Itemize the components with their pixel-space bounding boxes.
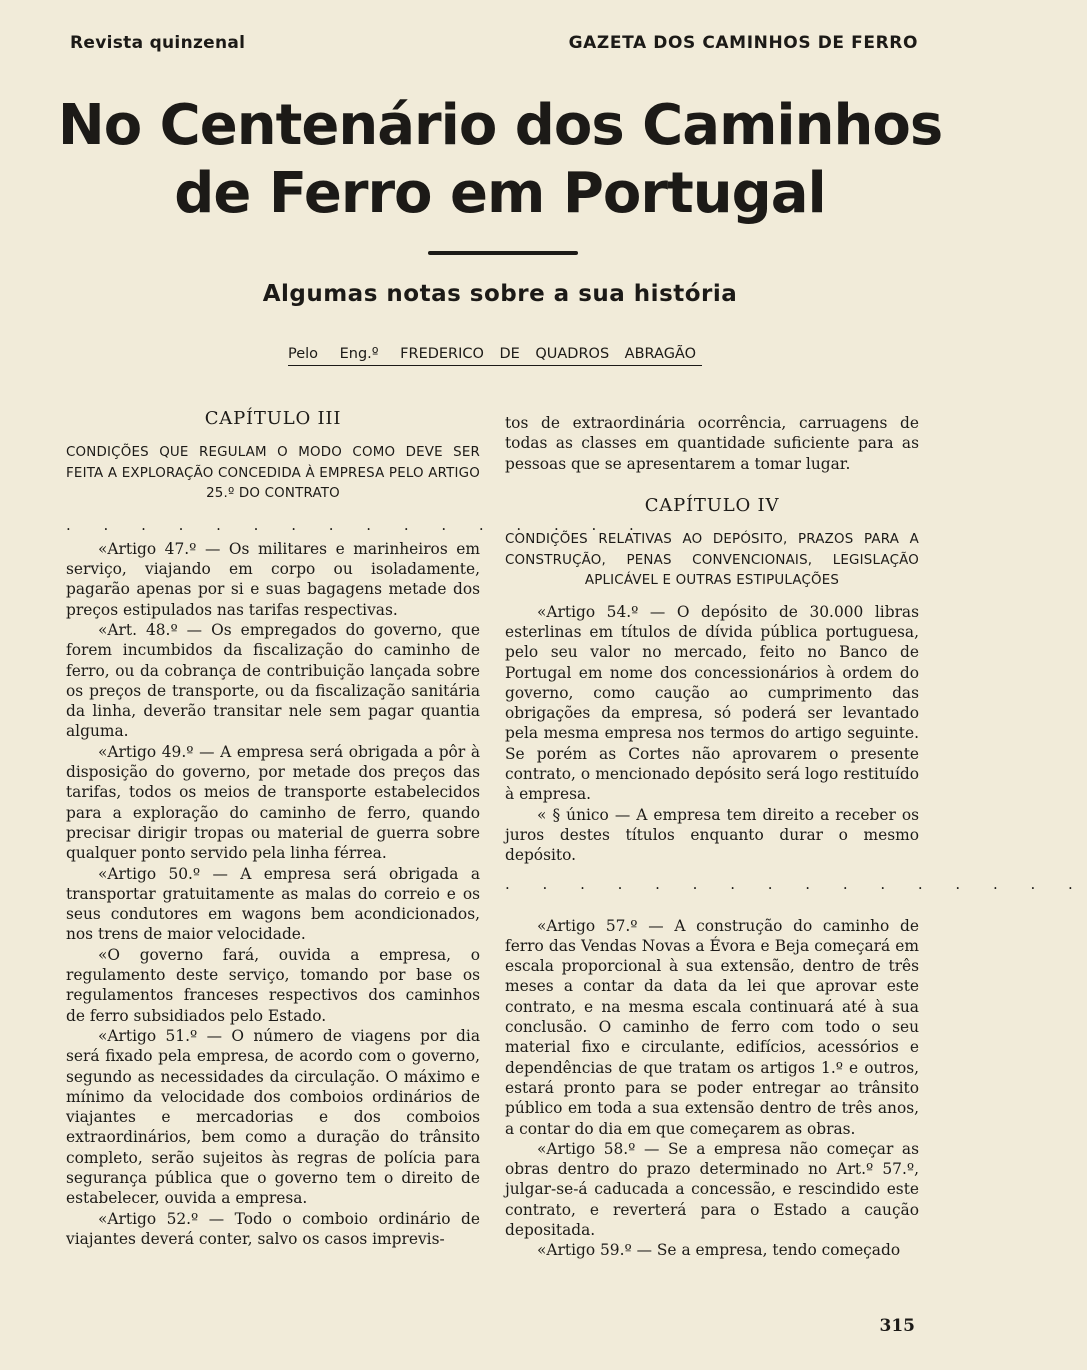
article-54-paragraph: «Artigo 54.º — O depósito de 30.000 libras esterlinas em títulos de dívida pública portuguesa, pelo seu valor no mercado, feito no Banco de Portugal em nome dos concessionários à ordem do governo, como caução ao cumprimento das obrigações da empresa, só poderá ser levantado pela mesma empresa nos termos do artigo seguinte. Se porém as Cortes não aprovarem o presente contrato, o mencionado depósito será logo restituído à empresa. xyxy=(505,602,919,804)
article-50-paragraph: «Artigo 50.º — A empresa será obrigada a transportar gratuitamente as malas do correio e os seus condutores em wagons bem acondicionados, nos trens de maior velocidade. xyxy=(66,864,480,944)
chapter-iii-subheading: CONDIÇÕES QUE REGULAM O MODO COMO DEVE SER FEITA A EXPLORAÇÃO CONCEDIDA À EMPRESA PELO ARTIGO 25.º DO CONTRATO xyxy=(66,445,480,502)
article-title-line-1: No Centenário dos Caminhos xyxy=(57,93,943,158)
right-column xyxy=(505,413,1087,1261)
article-49-paragraph: «Artigo 49.º — A empresa será obrigada a pôr à disposição do governo, por metade dos preços das tarifas, todos os meios de transporte estabelecidos para a exploração do caminho de ferro, quando precisar dirigir tropas ou material de guerra sobre qualquer ponto servido pela linha férrea. xyxy=(66,742,480,863)
spacer xyxy=(505,474,919,496)
article-52-continuation: tos de extraordinária ocorrência, carruagens de todas as classes em quantidade suficiente para as pessoas que se apresentarem a tomar lugar. xyxy=(505,414,919,473)
article-54-sole-paragraph: « § único — A empresa tem direito a receber os juros destes títulos enquanto durar o mesmo depósito. xyxy=(505,805,919,865)
article-51-paragraph: «Artigo 51.º — O número de viagens por dia será fixado pela empresa, de acordo com o governo, segundo as necessidades da circulação. O máximo e mínimo da velocidade dos comboios ordinários de viajantes e mercadorias e dos comboios extraordinários, bem como a duração do trânsito completo, serão sujeitos às regras de polícia para segurança pública que o governo tem o direito de estabelecer, ouvida a empresa. xyxy=(66,1026,480,1208)
article-57-paragraph: «Artigo 57.º — A construção do caminho de ferro das Vendas Novas a Évora e Beja começará em escala proporcional à sua extensão, dentro de três meses a contar da data da lei que aprovar este contrato, e na mesma escala continuará até à sua conclusão. O caminho de ferro com todo o seu material fixo e circulante, edifícios, acessórios e dependências de que tratam os artigos 1.º e outros, estará pronto para se poder entregar ao trânsito público em toda a sua extensão dentro de três anos, a contar do dia em que começarem as obras. xyxy=(505,916,919,1138)
byline-title: Eng.º xyxy=(339,346,379,362)
article-52-paragraph: «Artigo 52.º — Todo o comboio ordinário de viajantes deverá conter, salvo os casos imprevis- xyxy=(66,1209,480,1248)
byline xyxy=(288,346,702,366)
article-title-line-2: de Ferro em Portugal xyxy=(174,161,826,226)
ellipsis-divider: . . . . . . . . . . . . . . . . xyxy=(505,874,1087,893)
article-title xyxy=(40,92,960,228)
article-58-paragraph: «Artigo 58.º — Se a empresa não começar as obras dentro do prazo determinado no Art.º 57.º, julgar-se-á caducada a concessão, e rescindido este contrato, e reverterá para o Estado a caução depositada. xyxy=(505,1139,919,1239)
page-number: 315 xyxy=(879,1316,915,1336)
chapter-iv-subheading: CONDIÇÕES RELATIVAS AO DEPÓSITO, PRAZOS PARA A CONSTRUÇÃO, PENAS CONVENCIONAIS, LEGISLAÇÃO APLICÁVEL E OUTRAS ESTIPULAÇÕES xyxy=(505,532,919,589)
byline-prefix: Pelo xyxy=(288,346,319,362)
chapter-heading-iii: CAPÍTULO III xyxy=(204,408,342,429)
spacer xyxy=(505,898,919,916)
title-divider xyxy=(428,251,578,255)
article-59-paragraph: «Artigo 59.º — Se a empresa, tendo começado xyxy=(537,1241,901,1260)
article-50-regulation-paragraph: «O governo fará, ouvida a empresa, o regulamento deste serviço, tomando por base os regulamentos franceses respectivos dos caminhos de ferro subsidiados pelo Estado. xyxy=(66,945,480,1025)
byline-author: FREDERICO DE QUADROS ABRAGÃO xyxy=(400,346,697,362)
article-48-paragraph: «Art. 48.º — Os empregados do governo, que forem incumbidos da fiscalização do caminho de ferro, ou da cobrança de contribuição lançada sobre os preços de transporte, ou da fiscalização sanitária da linha, deverão transitar nele sem pagar quantia alguma. xyxy=(66,620,480,741)
ellipsis-divider: . . . . . . . . . . . . . . . . xyxy=(66,515,648,534)
left-column xyxy=(66,408,648,1249)
article-subtitle: Algumas notas sobre a sua história xyxy=(262,281,738,307)
masthead-left: Revista quinzenal xyxy=(70,33,246,53)
masthead-right: GAZETA DOS CAMINHOS DE FERRO xyxy=(568,33,918,53)
article-47-paragraph: «Artigo 47.º — Os militares e marinheiros em serviço, viajando em corpo ou isoladamente, pagarão apenas por si e suas bagagens metade dos preços estipulados nas tarifas respectivas. xyxy=(66,539,480,619)
chapter-heading-iv: CAPÍTULO IV xyxy=(644,494,780,516)
